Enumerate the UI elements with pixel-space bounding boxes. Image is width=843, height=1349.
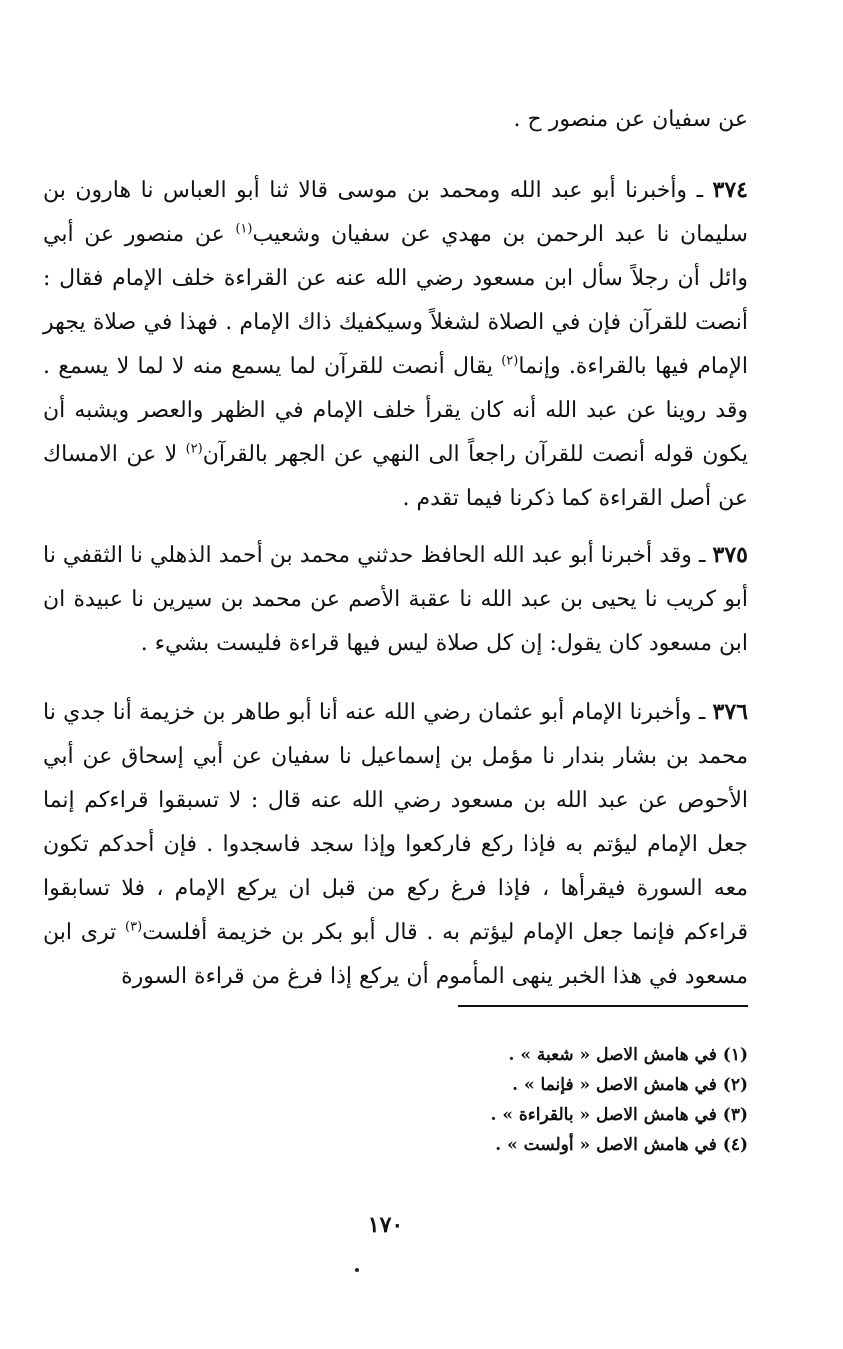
hadith-376-paragraph	[43, 690, 748, 999]
hadith-text-part: ترى ابن مسعود في هذا الخبر ينهى المأموم أن يركع إذا فرغ من قراءة السورة	[43, 920, 748, 989]
hadith-text-part: ـ وأخبرنا الإمام أبو عثمان رضي الله عنه أنا أبو طاهر بن خزيمة أنا جدي نا محمد بن بشار بندار نا مؤمل بن إسماعيل نا سفيان عن أبي إسحاق عن أبي الأحوص عن عبد الله بن مسعود رضي الله عنه قال : لا تسبقوا قراءكم إنما جعل الإمام ليؤتم به فإذا ركع فاركعوا وإذا سجد فاسجدوا . فإن أحدكم تكون معه السورة فيقرأها ، فإذا فرغ ركع من قبل ان يركع الإمام ، فلا تسابقوا قراءكم فإنما جعل الإمام ليؤتم به . قال أبو بكر بن خزيمة أفلست	[43, 700, 749, 945]
page-number: ١٧٠	[367, 1212, 404, 1238]
intro-text: عن سفيان عن منصور ح .	[513, 107, 748, 132]
hadith-text-part: لا عن الامساك عن أصل القراءة كما ذكرنا فيما تقدم .	[43, 442, 748, 511]
hadith-text	[43, 690, 748, 999]
hadith-text	[43, 533, 748, 666]
footnote-item: (١) في هامش الاصل « شعبة » .	[508, 1045, 748, 1065]
footnote-ref: (١)	[235, 221, 253, 237]
hadith-text-part: ـ وقد أخبرنا أبو عبد الله الحافظ حدثني محمد بن أحمد الذهلي نا الثقفي نا أبو كريب نا يحيى بن عبد الله نا عقبة الأصم عن محمد بن سيرين نا عبيدة ان ابن مسعود كان يقول: إن كل صلاة ليس فيها قراءة فليست بشيء .	[43, 543, 748, 656]
hadith-number: ٣٧٥	[712, 542, 748, 568]
footnote-item: (٤) في هامش الاصل « أولست » .	[495, 1135, 748, 1155]
hadith-text-part: ـ وأخبرنا أبو عبد الله ومحمد بن موسى قالا ثنا أبو العباس نا هارون بن سليمان نا عبد الرحمن بن مهدي عن سفيان وشعيب	[43, 178, 748, 247]
footnote-ref: (٢)	[501, 353, 519, 369]
hadith-number: ٣٧٤	[712, 177, 748, 203]
hadith-text-part: عن منصور عن أبي وائل أن رجلاً سأل ابن مسعود رضي الله عنه عن القراءة خلف الإمام فقال : أنصت للقرآن فإن في الصلاة لشغلاً وسيكفيك ذاك الإمام . فهذا في صلاة يجهر الإمام فيها بالقراءة. وإنما	[43, 222, 748, 379]
intro-paragraph	[43, 98, 748, 142]
footnotes-list	[348, 1040, 748, 1160]
hadith-number: ٣٧٦	[712, 699, 748, 725]
footnote-ref: (٣)	[125, 919, 143, 935]
footnote-ref: (٢)	[185, 441, 203, 457]
footnote-divider	[458, 1005, 748, 1007]
hadith-text	[43, 168, 748, 521]
hadith-375-paragraph	[43, 533, 748, 666]
footnote-item: (٣) في هامش الاصل « بالقراءة » .	[490, 1105, 748, 1125]
footnote-item: (٢) في هامش الاصل « فإنما » .	[512, 1075, 748, 1095]
page-dot	[355, 1268, 359, 1272]
hadith-text-part: يقال أنصت للقرآن لما يسمع منه لا لما لا يسمع . وقد روينا عن عبد الله أنه كان يقرأ خلف الإمام في الظهر والعصر ويشبه أن يكون قوله أنصت للقرآن راجعاً الى النهي عن الجهر بالقرآن	[43, 354, 748, 467]
hadith-374-paragraph	[43, 168, 748, 521]
